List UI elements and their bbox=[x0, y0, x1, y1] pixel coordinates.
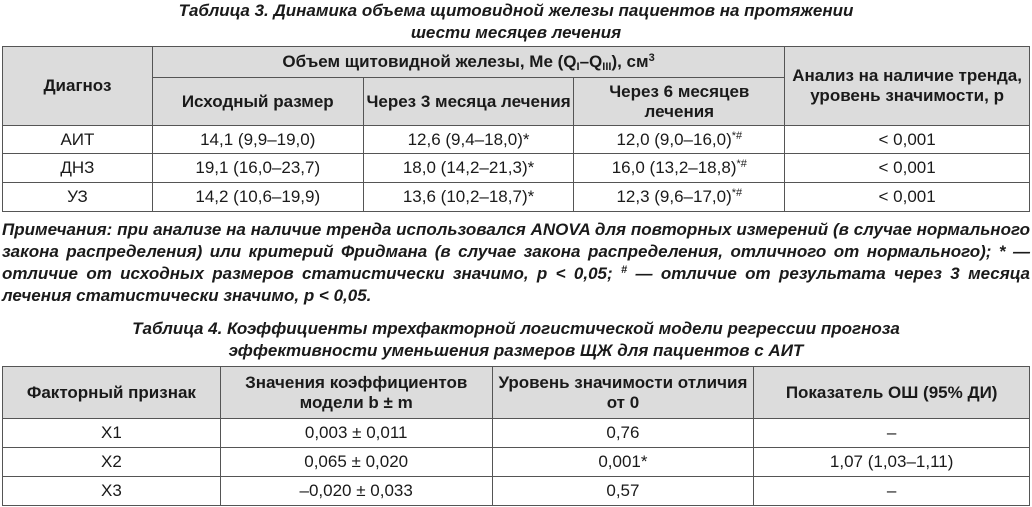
cell-factor: X3 bbox=[3, 477, 221, 506]
cell-or: – bbox=[754, 419, 1030, 448]
table3-caption bbox=[0, 0, 1032, 44]
table3-notes bbox=[2, 219, 1030, 307]
header-volume-suffix: ), см bbox=[611, 52, 649, 71]
cell-coef: 0,065 ± 0,020 bbox=[220, 448, 492, 477]
notes-text2: — отличие от результата через 3 месяца лечения статистически значимо, p < 0,05. bbox=[2, 264, 1030, 305]
notes-label: Примечания: bbox=[2, 220, 113, 239]
header-baseline: Исходный размер bbox=[152, 78, 363, 126]
table-row bbox=[3, 183, 1030, 212]
table-row bbox=[3, 448, 1030, 477]
cell-signif: 0,001* bbox=[492, 448, 754, 477]
cell-after6-value: 12,3 (9,6–17,0) bbox=[616, 187, 732, 206]
cell-coef: –0,020 ± 0,033 bbox=[220, 477, 492, 506]
notes-hash: # bbox=[621, 264, 628, 276]
cell-after3 bbox=[363, 183, 574, 212]
cell-factor: X2 bbox=[3, 448, 221, 477]
table4-caption bbox=[0, 318, 1032, 362]
header-volume-prefix: Объем щитовидной железы, Me (Q bbox=[282, 52, 577, 71]
cell-baseline: 14,1 (9,9–19,0) bbox=[152, 126, 363, 154]
cell-diagnosis: УЗ bbox=[3, 183, 153, 212]
cell-after6-value: 16,0 (13,2–18,8) bbox=[611, 158, 737, 177]
cell-after6-mark: *# bbox=[736, 158, 747, 170]
table3 bbox=[2, 46, 1030, 212]
cell-p: < 0,001 bbox=[785, 183, 1030, 212]
table4 bbox=[2, 366, 1030, 506]
cell-p: < 0,001 bbox=[785, 126, 1030, 154]
header-volume bbox=[152, 47, 784, 78]
cell-signif: 0,76 bbox=[492, 419, 754, 448]
cell-after6-mark: *# bbox=[731, 187, 743, 199]
cell-after6 bbox=[574, 183, 785, 212]
cell-after3-mark: * bbox=[522, 129, 530, 149]
header-trend: Анализ на наличие тренда, уровень значимости, p bbox=[785, 47, 1030, 126]
cell-after3 bbox=[363, 154, 574, 183]
table-row bbox=[3, 154, 1030, 183]
cell-baseline: 14,2 (10,6–19,9) bbox=[152, 183, 363, 212]
cell-diagnosis: АИТ bbox=[3, 126, 153, 154]
cell-after6 bbox=[574, 154, 785, 183]
header-signif: Уровень значимости отличия от 0 bbox=[492, 367, 754, 419]
table4-caption-line2: эффективности уменьшения размеров ЩЖ для пациентов с АИТ bbox=[228, 341, 804, 360]
cell-diagnosis: ДНЗ bbox=[3, 154, 153, 183]
cell-signif: 0,57 bbox=[492, 477, 754, 506]
cell-or: – bbox=[754, 477, 1030, 506]
table-row bbox=[3, 126, 1030, 154]
notes-text1: при анализе на наличие тренда использовался ANOVA для повторных измерений (в случае нормального закона распределения) или критерий Фридмана (в случае закона распределения, отличного от нормального); * — отличие от исходных размеров статистически значимо, p < 0,05; bbox=[2, 220, 1030, 283]
cell-after3-value: 18,0 (14,2–21,3) bbox=[402, 158, 528, 177]
cell-or: 1,07 (1,03–1,11) bbox=[754, 448, 1030, 477]
cell-after6 bbox=[574, 126, 785, 154]
header-after3: Через 3 месяца лечения bbox=[363, 78, 574, 126]
cell-coef: 0,003 ± 0,011 bbox=[220, 419, 492, 448]
cell-after3-mark: * bbox=[527, 187, 535, 206]
cell-after3-value: 12,6 (9,4–18,0) bbox=[407, 129, 523, 149]
header-after6: Через 6 месяцев лечения bbox=[574, 78, 785, 126]
header-volume-sub2: III bbox=[602, 61, 612, 73]
cell-baseline: 19,1 (16,0–23,7) bbox=[152, 154, 363, 183]
table-row bbox=[3, 477, 1030, 506]
header-volume-dash: –Q bbox=[579, 52, 603, 71]
cell-after3 bbox=[363, 126, 574, 154]
table3-caption-line2: шести месяцев лечения bbox=[410, 23, 622, 42]
cell-after3-mark: * bbox=[527, 158, 535, 177]
header-diagnosis: Диагноз bbox=[3, 47, 153, 126]
header-volume-sub1: I bbox=[576, 61, 580, 73]
cell-factor: X1 bbox=[3, 419, 221, 448]
table-row bbox=[3, 419, 1030, 448]
header-volume-sup: 3 bbox=[648, 52, 655, 64]
cell-after3-value: 13,6 (10,2–18,7) bbox=[402, 187, 528, 206]
table3-caption-line1: Таблица 3. Динамика объема щитовидной железы пациентов на протяжении bbox=[178, 1, 854, 20]
header-factor: Факторный признак bbox=[3, 367, 221, 419]
cell-after6-mark: *# bbox=[731, 129, 743, 142]
table4-caption-line1: Таблица 4. Коэффициенты трехфакторной логистической модели регрессии прогноза bbox=[132, 319, 900, 338]
header-or: Показатель ОШ (95% ДИ) bbox=[754, 367, 1030, 419]
cell-p: < 0,001 bbox=[785, 154, 1030, 183]
cell-after6-value: 12,0 (9,0–16,0) bbox=[616, 129, 732, 149]
header-coef: Значения коэффициентов модели b ± m bbox=[220, 367, 492, 419]
